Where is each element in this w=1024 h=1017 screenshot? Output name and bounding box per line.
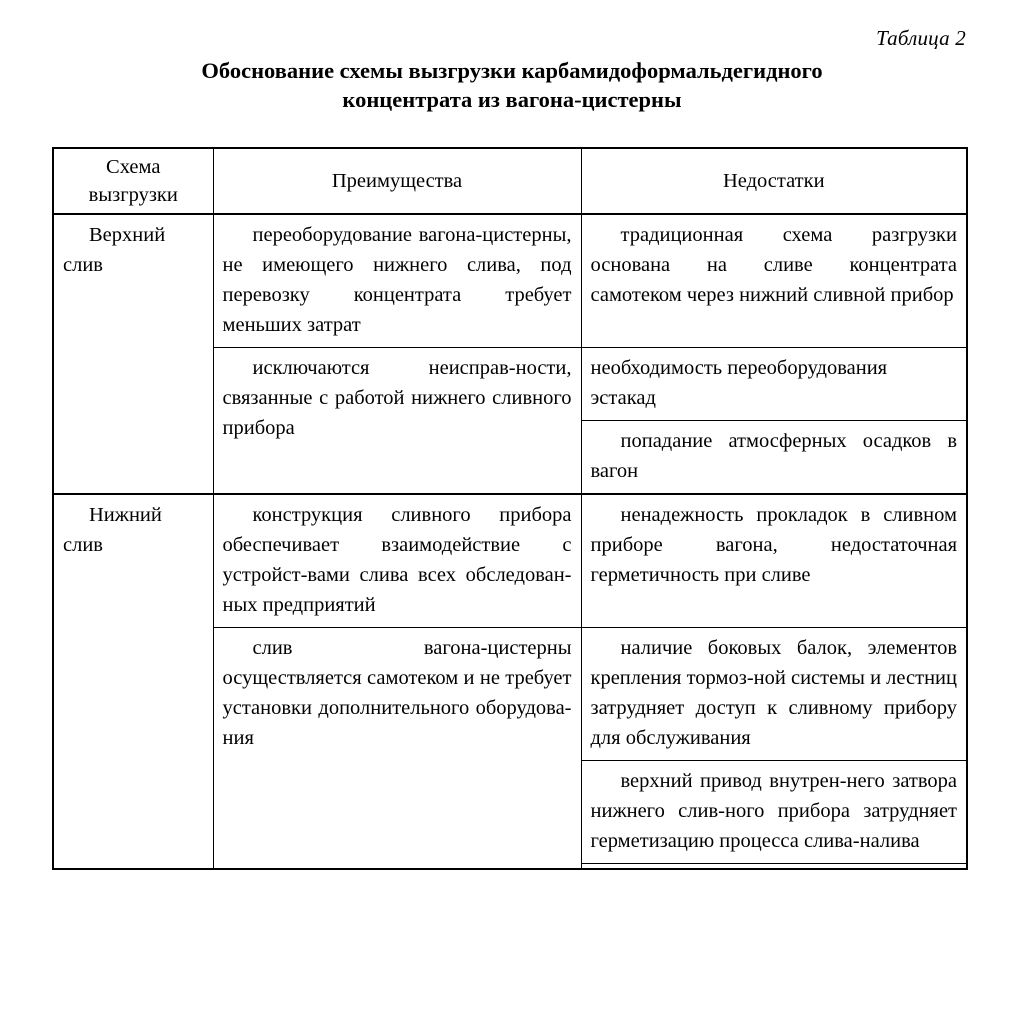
page-title [62, 56, 962, 114]
disadvantage-cell-1-1 [581, 214, 967, 348]
disadvantage-text: наличие боковых балок, элементов крепления тормоз-ной системы и лестниц затрудняет доступ к сливному прибору для обслуживания [590, 637, 957, 749]
scheme-cell-upper-drain [53, 214, 213, 494]
disadvantage-text: необходимость переоборудования эстакад [590, 357, 888, 409]
disadvantage-cell-2-2b [581, 761, 967, 864]
advantage-text: слив вагона-цистерны осуществляется самотеком и не требует установки дополнительного оборудова-ния [222, 637, 572, 749]
comparison-table-wrapper [52, 147, 966, 870]
scheme-label-upper-drain: Верхний слив [63, 224, 166, 276]
header-disadvantages-label: Недостатки [722, 170, 825, 192]
disadvantage-cell-2-2-filler [581, 864, 967, 870]
header-scheme-line-2: вызгрузки [88, 184, 178, 206]
disadvantage-text: ненадежность прокладок в сливном приборе вагона, недостаточная герметичность при сливе [590, 504, 957, 586]
table-header-row [53, 148, 967, 214]
page-title-line-2: концентрата из вагона-цистерны [342, 87, 682, 112]
header-advantages-label: Преимущества [331, 170, 463, 192]
disadvantage-cell-2-1 [581, 494, 967, 628]
advantage-text: исключаются неисправ-ности, связанные с работой нижнего сливного прибора [222, 357, 572, 439]
advantage-cell-2-1 [213, 494, 581, 628]
disadvantage-cell-2-2a [581, 628, 967, 761]
header-scheme-line-1: Схема [106, 156, 161, 178]
page-title-line-1: Обоснование схемы вызгрузки карбамидоформальдегидного [201, 58, 823, 83]
disadvantage-text: верхний привод внутрен-него затвора нижнего слив-ного прибора затрудняет герметизацию процесса слива-налива [590, 770, 957, 852]
advantage-cell-1-1 [213, 214, 581, 348]
disadvantage-text: традиционная схема разгрузки основана на сливе концентрата самотеком через нижний сливной прибор [590, 224, 957, 306]
header-cell-scheme [53, 148, 213, 214]
advantage-cell-2-2 [213, 628, 581, 870]
scheme-cell-lower-drain [53, 494, 213, 869]
table-caption: Таблица 2 [876, 26, 966, 50]
table-row [53, 494, 967, 628]
comparison-table [52, 147, 968, 870]
advantage-cell-1-2 [213, 348, 581, 495]
advantage-text: конструкция сливного прибора обеспечивает взаимодействие с устройст-вами слива всех обследован-ных предприятий [222, 504, 572, 616]
disadvantage-cell-1-2b [581, 421, 967, 495]
advantage-text: переоборудование вагона-цистерны, не имеющего нижнего слива, под перевозку концентрата требует меньших затрат [222, 224, 572, 336]
scheme-label-lower-drain: Нижний слив [63, 504, 162, 556]
disadvantage-cell-1-2a [581, 348, 967, 421]
header-cell-advantages [213, 148, 581, 214]
header-cell-disadvantages [581, 148, 967, 214]
table-row [53, 214, 967, 348]
disadvantage-text: попадание атмосферных осадков в вагон [590, 430, 957, 482]
